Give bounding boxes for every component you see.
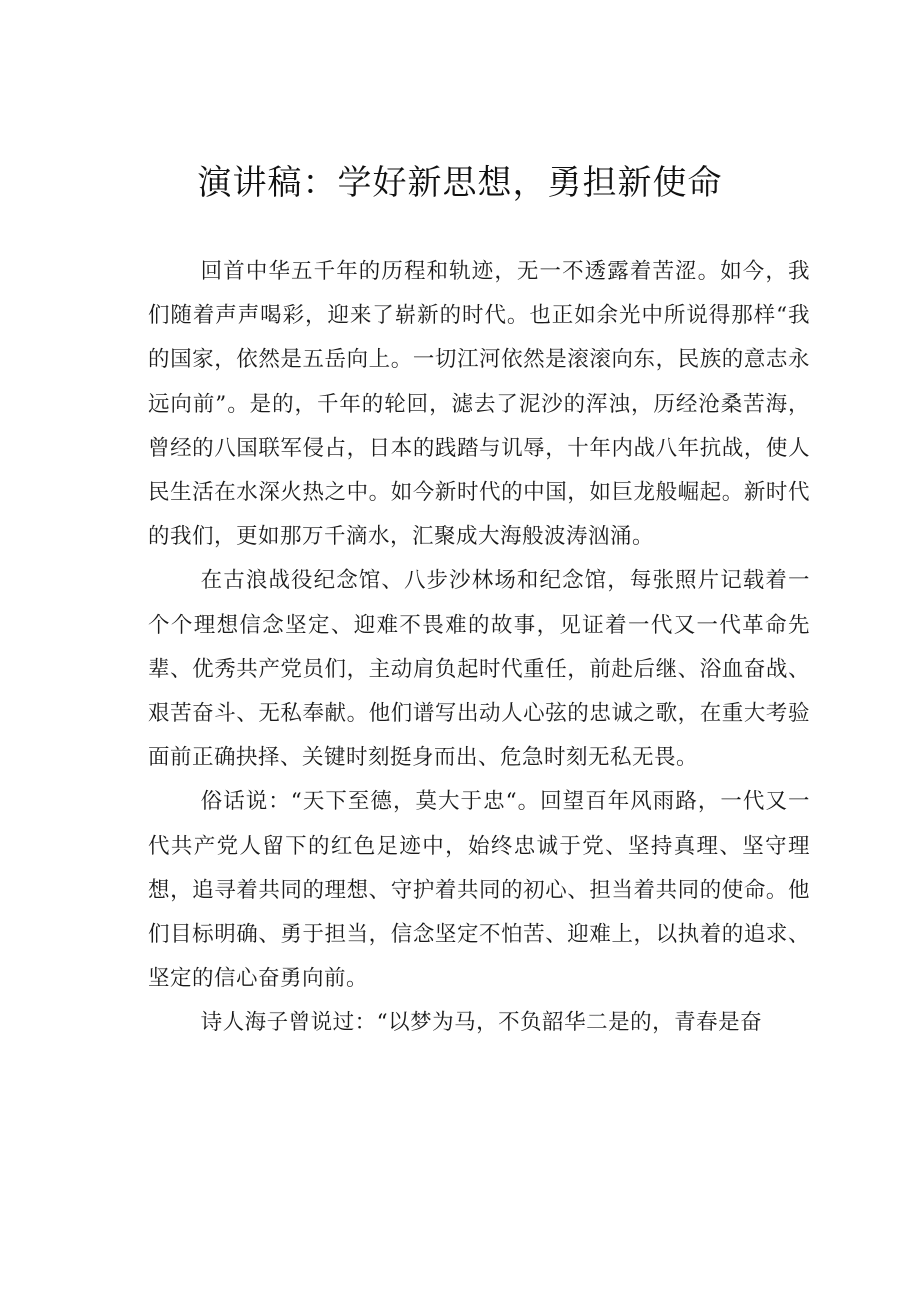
paragraph-3: 俗话说：“天下至德，莫大于忠“。回望百年风雨路，一代又一代共产党人留下的红色足迹中，始终忠诚于党、坚持真理、坚守理想，追寻着共同的理想、守护着共同的初心、担当着共同的使命。他们目标明确、勇于担当，信念坚定不怕苦、迎难上，以执着的追求、坚定的信心奋勇向前。 [148,789,810,992]
paragraph-1: 回首中华五千年的历程和轨迹，无一不透露着苦涩。如今，我们随着声声喝彩，迎来了崭新的时代。也正如余光中所说得那样“我的国家，依然是五岳向上。一切江河依然是滚滚向东，民族的意志永远向前”。是的，千年的轮回，滤去了泥沙的浑浊，历经沧桑苦海，曾经的八国联军侵占，日本的践踏与讥辱，十年内战八年抗战，使人民生活在水深火热之中。如今新时代的中国，如巨龙般崛起。新时代的我们，更如那万千滴水，汇聚成大海般波涛汹涌。 [148,259,810,550]
paragraph-4: 诗人海子曾说过：“以梦为马，不负韶华二是的，青春是奋 [200,1010,763,1036]
document-body [148,250,810,1046]
paragraph-2: 在古浪战役纪念馆、八步沙林场和纪念馆，每张照片记载着一个个理想信念坚定、迎难不畏难的故事，见证着一代又一代革命先辈、优秀共产党员们，主动肩负起时代重任，前赴后继、浴血奋战、艰苦奋斗、无私奉献。他们谱写出动人心弦的忠诚之歌，在重大考验面前正确抉择、关键时刻挺身而出、危急时刻无私无畏。 [148,568,810,771]
document-title: 演讲稿：学好新思想，勇担新使命 [197,163,723,203]
